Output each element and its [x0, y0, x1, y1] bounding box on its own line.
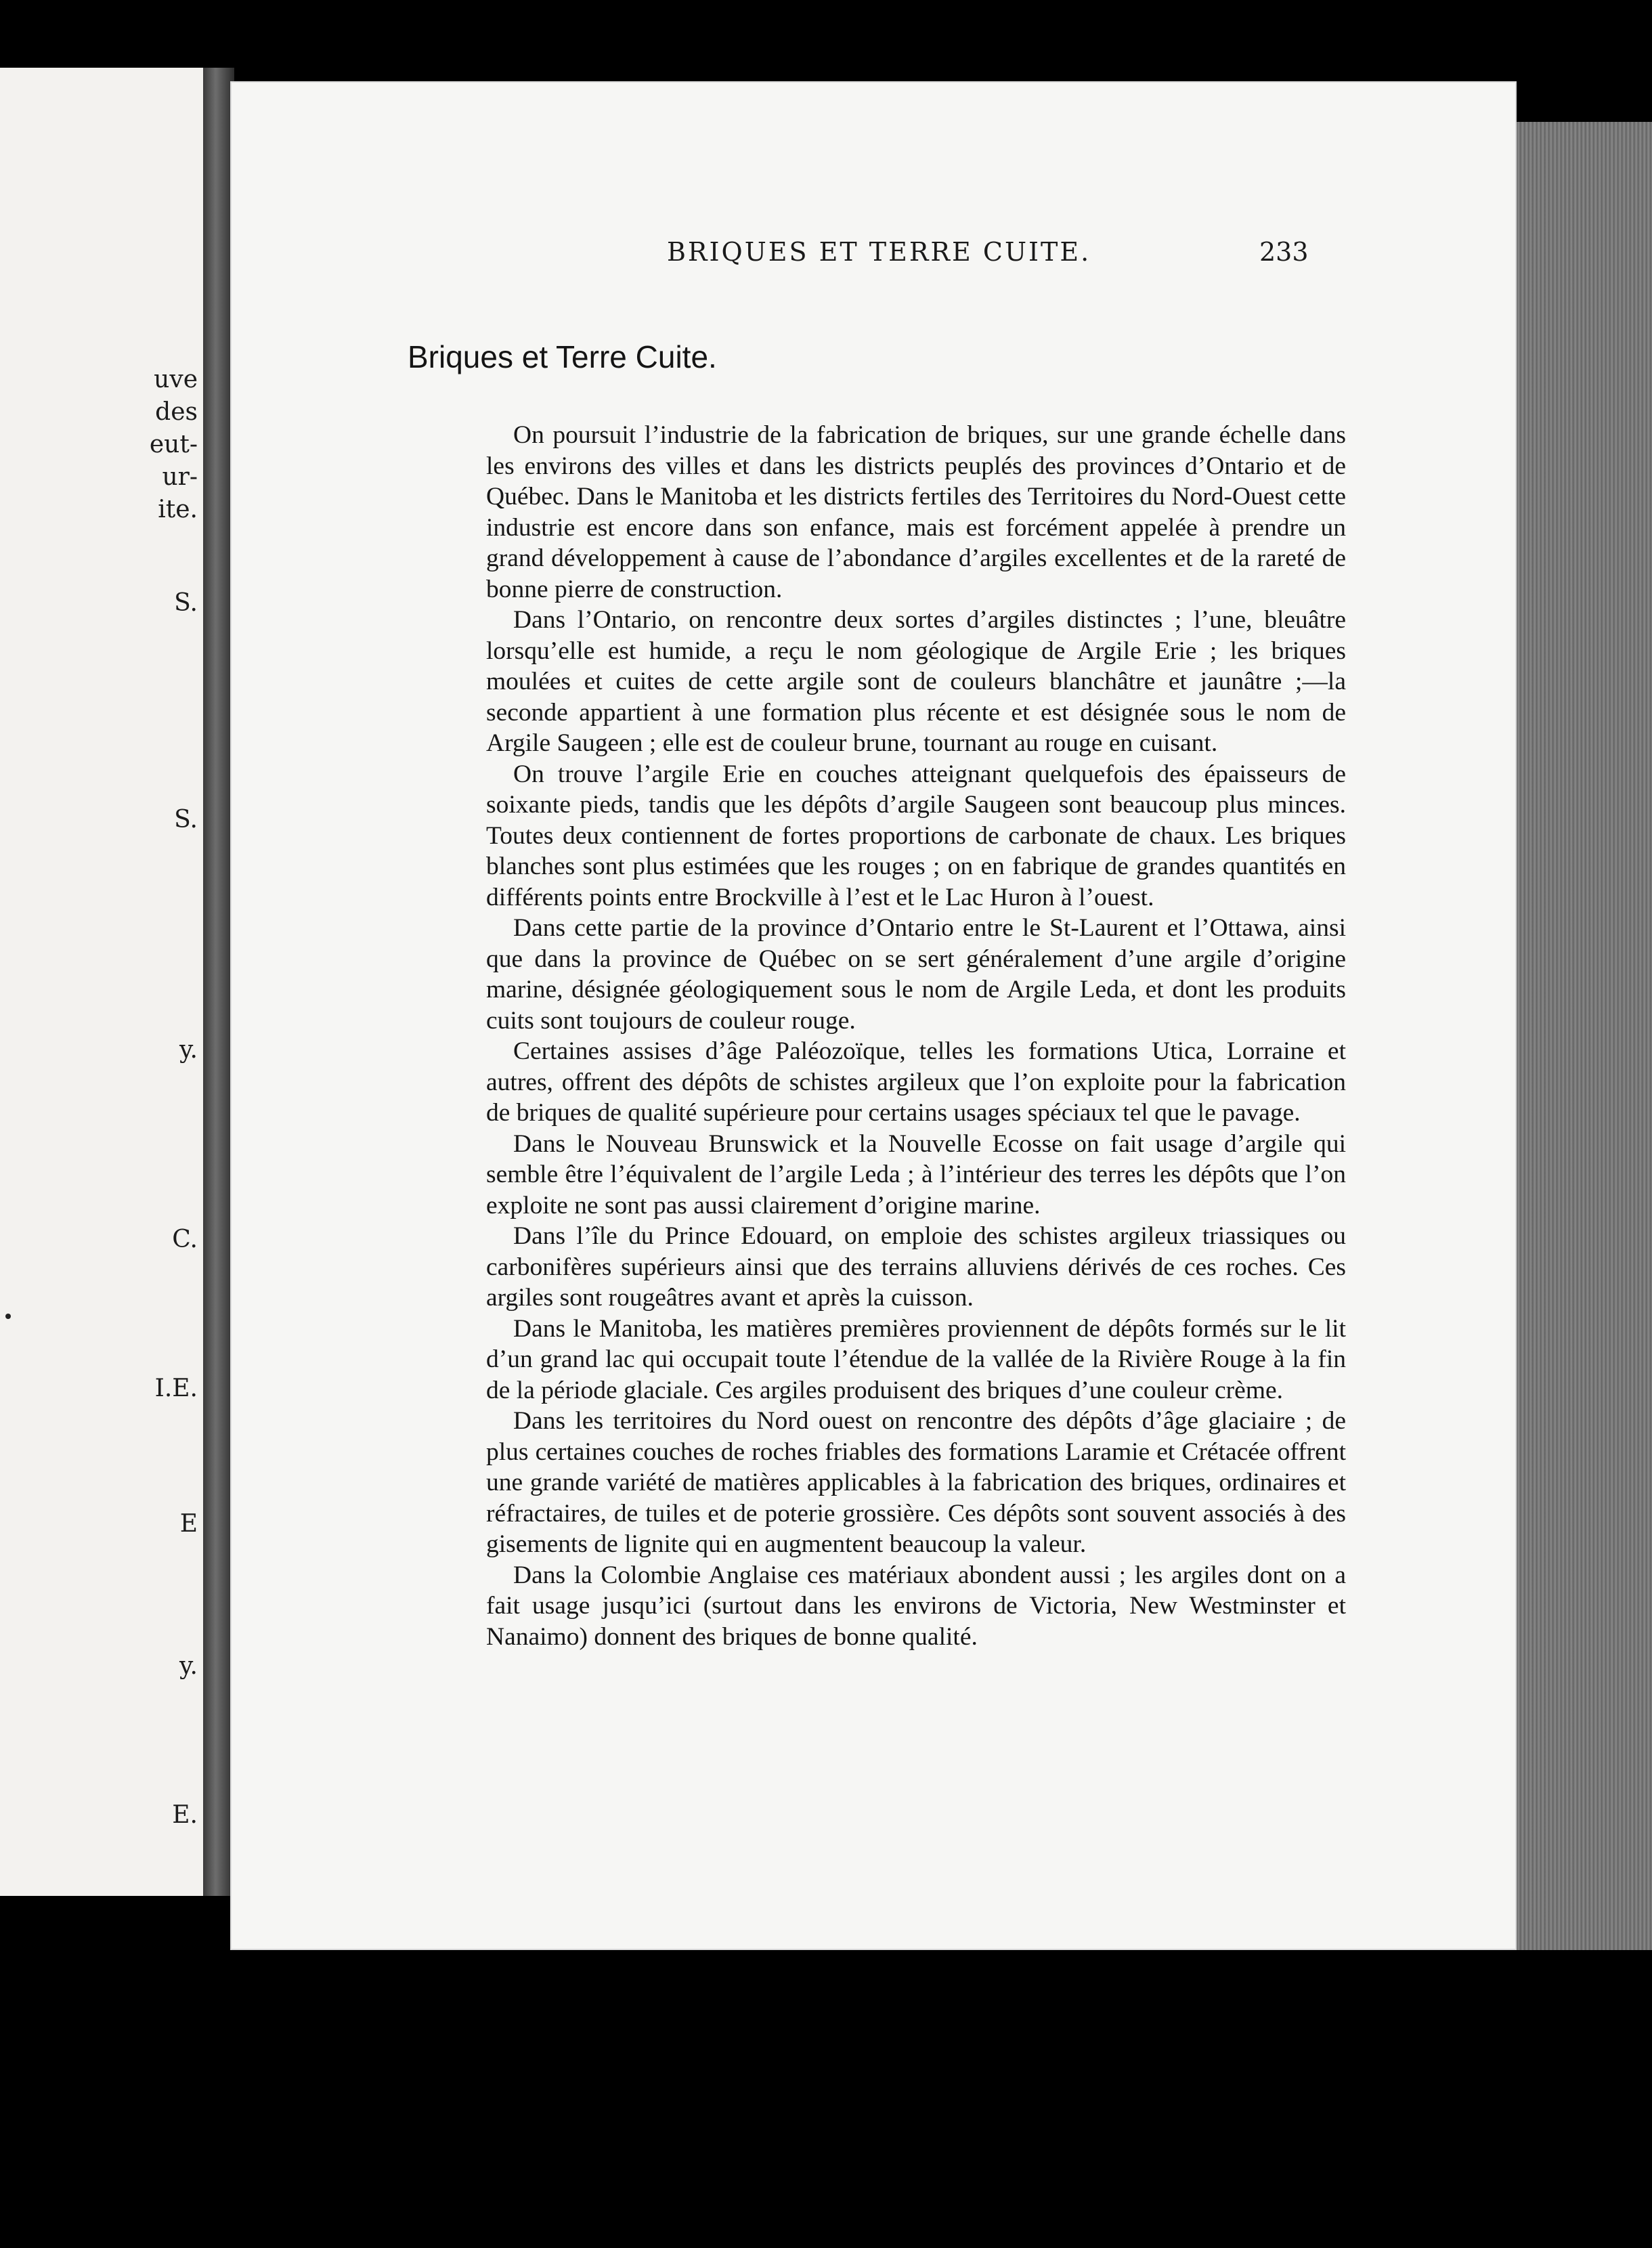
- page-number: 233: [1259, 237, 1309, 267]
- left-fragment: S.: [174, 806, 198, 834]
- paragraph: Dans cette partie de la province d’Ontario entre le St-Laurent et l’Ottawa, ainsi que dans la province de Québec on se sert généralement d’une argile d’origine marine, désignée géologiquement sous le nom de Argile Leda, et dont les produits cuits sont toujours de couleur rouge.: [486, 914, 1346, 1035]
- body-text: [486, 420, 1346, 1652]
- left-fragment: y.: [179, 1036, 198, 1064]
- running-title: BRIQUES ET TERRE CUITE.: [667, 237, 1091, 267]
- paragraph: Certaines assises d’âge Paléozoïque, telles les formations Utica, Lorraine et autres, offrent des dépôts de schistes argileux que l’on exploite pour la fabrication de briques de qualité supérieure pour certains usages spéciaux tel que le pavage.: [486, 1037, 1346, 1127]
- paragraph: Dans l’Ontario, on rencontre deux sortes d’argiles distinctes ; l’une, bleuâtre lorsqu’elle est humide, a reçu le nom géologique de Argile Erie ; les briques moulées et cuites de cette argile sont de couleurs blanchâtre et jaunâtre ;—la seconde appartient à une formation plus récente et est désignée sous le nom de Argile Saugeen ; elle est de couleur brune, tournant au rouge en cuisant.: [486, 606, 1346, 757]
- running-header: [230, 237, 1517, 284]
- paragraph: Dans la Colombie Anglaise ces matériaux abondent aussi ; les argiles dont on a fait usage jusqu’ici (surtout dans les environs de Victoria, New Westminster et Nanaimo) donnent des briques de bonne qualité.: [486, 1561, 1346, 1651]
- paragraph: On trouve l’argile Erie en couches atteignant quelquefois des épaisseurs de soixante pieds, tandis que les dépôts d’argile Saugeen sont beaucoup plus minces. Toutes deux contiennent de fortes proportions de carbonate de chaux. Les briques blanches sont plus estimées que les rouges ; on en fabrique de grandes quantités en différents points entre Brockville à l’est et le Lac Huron à l’ouest.: [486, 760, 1346, 911]
- left-fragment: ur-: [162, 463, 198, 491]
- left-fragment: y.: [179, 1652, 198, 1680]
- left-facing-page: [0, 68, 206, 1896]
- left-fragment: I.E.: [154, 1375, 198, 1402]
- left-fragment: uve: [154, 366, 198, 393]
- left-fragment: eut-: [149, 431, 198, 458]
- left-page-text-fragments: [0, 68, 203, 1896]
- main-page: [230, 81, 1517, 1950]
- left-fragment: ite.: [158, 496, 198, 523]
- paragraph: Dans les territoires du Nord ouest on rencontre des dépôts d’âge glaciaire ; de plus certaines couches de roches friables des formations Laramie et Crétacée offrent une grande variété de matières applicables à la fabrication des briques, ordinaires et réfractaires, de tuiles et de poterie grossière. Ces dépôts sont souvent associés à des gisements de lignite qui en augmentent beaucoup la valeur.: [486, 1407, 1346, 1558]
- paragraph: Dans le Manitoba, les matières premières proviennent de dépôts formés sur le lit d’un grand lac qui occupait toute l’étendue de la vallée de la Rivière Rouge à la fin de la période glaciale. Ces argiles produisent des briques d’une couleur crème.: [486, 1314, 1346, 1404]
- paragraph: On poursuit l’industrie de la fabrication de briques, sur une grande échelle dans les environs des villes et dans les districts peuplés des provinces d’Ontario et de Québec. Dans le Manitoba et les districts fertiles des Territoires du Nord-Ouest cette industrie est encore dans son enfance, mais est forcément appelée à prendre un grand développement à cause de l’abondance d’argiles excellentes et de la rareté de bonne pierre de construction.: [486, 421, 1346, 603]
- left-fragment: S.: [174, 589, 198, 617]
- left-fragment: C.: [172, 1226, 198, 1253]
- left-fragment: E: [179, 1510, 198, 1538]
- page-stack-edge: [1517, 122, 1652, 1950]
- section-title: Briques et Terre Cuite.: [408, 339, 717, 374]
- left-fragment: E.: [172, 1801, 198, 1829]
- stray-ink-dot: [5, 1314, 11, 1319]
- left-fragment: des: [155, 398, 198, 426]
- paragraph: Dans l’île du Prince Edouard, on emploie des schistes argileux triassiques ou carbonifères supérieurs ainsi que des terrains alluviens dérivés de ces roches. Ces argiles sont rougeâtres avant et après la cuisson.: [486, 1222, 1346, 1312]
- paragraph: Dans le Nouveau Brunswick et la Nouvelle Ecosse on fait usage d’argile qui semble être l’équivalent de l’argile Leda ; à l’intérieur des terres les dépôts que l’on exploite ne sont pas aussi clairement d’origine marine.: [486, 1129, 1346, 1219]
